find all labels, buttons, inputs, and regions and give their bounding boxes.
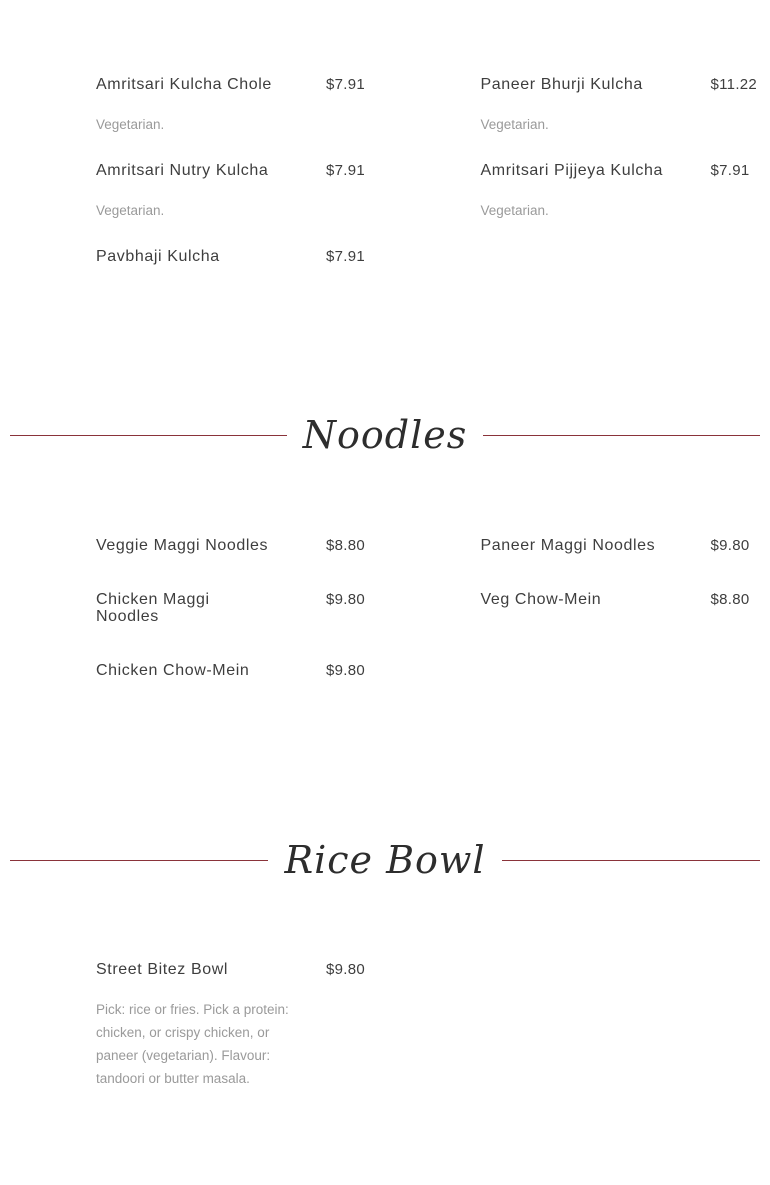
item-row bbox=[96, 662, 376, 679]
section-noodles-items bbox=[0, 537, 770, 716]
item-price: $8.80 bbox=[710, 590, 750, 608]
item-row bbox=[96, 162, 376, 179]
item-price: $7.91 bbox=[326, 248, 366, 265]
item-row bbox=[481, 591, 761, 608]
section-heading-noodles bbox=[10, 413, 760, 459]
item-name: Chicken Maggi Noodles bbox=[96, 590, 210, 625]
left-column bbox=[96, 537, 376, 716]
item-description: Vegetarian. bbox=[96, 117, 165, 132]
menu-item bbox=[96, 162, 376, 222]
menu-item bbox=[96, 76, 376, 136]
item-price: $11.22 bbox=[710, 76, 758, 93]
item-description: Vegetarian. bbox=[480, 203, 549, 218]
section-title: Noodles bbox=[302, 413, 468, 457]
item-description: Vegetarian. bbox=[96, 203, 165, 218]
item-name: Amritsari Nutry Kulcha bbox=[96, 162, 269, 179]
menu-item bbox=[96, 248, 376, 265]
item-price: $8.80 bbox=[326, 536, 366, 554]
item-row bbox=[96, 248, 376, 265]
item-name: Paneer Maggi Noodles bbox=[480, 536, 656, 554]
item-price: $7.91 bbox=[326, 76, 366, 93]
item-price: $7.91 bbox=[710, 162, 750, 179]
heading-rule-right bbox=[483, 435, 760, 436]
item-row bbox=[96, 537, 376, 554]
right-column bbox=[481, 537, 761, 716]
menu-item bbox=[481, 537, 761, 554]
item-description: Pick: rice or fries. Pick a protein: chicken, or crispy chicken, or paneer (vegetarian). Flavour: tandoori or butter masala. bbox=[96, 1002, 289, 1087]
heading-rule-left bbox=[10, 435, 287, 436]
heading-rule-right bbox=[502, 860, 760, 861]
item-description: Vegetarian. bbox=[480, 117, 549, 132]
section-title: Rice Bowl bbox=[284, 837, 486, 882]
menu-item bbox=[481, 76, 761, 136]
item-row bbox=[481, 537, 761, 554]
item-name: Veggie Maggi Noodles bbox=[96, 536, 269, 554]
item-name: Amritsari Kulcha Chole bbox=[96, 76, 272, 93]
item-name: Pavbhaji Kulcha bbox=[96, 248, 220, 265]
item-row bbox=[96, 591, 376, 625]
section-heading-rice-bowl bbox=[10, 838, 760, 884]
item-row bbox=[481, 162, 761, 179]
item-name: Amritsari Pijjeya Kulcha bbox=[480, 162, 663, 179]
menu-item bbox=[481, 162, 761, 222]
item-name: Veg Chow-Mein bbox=[480, 590, 602, 608]
item-name: Paneer Bhurji Kulcha bbox=[480, 76, 643, 93]
section-kulcha-items bbox=[0, 76, 770, 291]
left-column bbox=[96, 961, 376, 1116]
item-price: $9.80 bbox=[326, 590, 366, 608]
menu-item bbox=[96, 591, 376, 625]
right-column bbox=[481, 76, 761, 291]
item-row bbox=[481, 76, 761, 93]
section-rice-bowl-items bbox=[0, 961, 770, 1116]
item-row bbox=[96, 76, 376, 93]
left-column bbox=[96, 76, 376, 291]
menu-item bbox=[481, 591, 761, 608]
menu-item bbox=[96, 537, 376, 554]
item-name: Chicken Chow-Mein bbox=[96, 661, 250, 679]
item-name: Street Bitez Bowl bbox=[96, 961, 229, 979]
item-price: $9.80 bbox=[326, 961, 366, 979]
item-price: $7.91 bbox=[326, 162, 366, 179]
menu-item bbox=[96, 961, 376, 1090]
right-column bbox=[481, 961, 761, 1116]
menu-item bbox=[96, 662, 376, 679]
item-price: $9.80 bbox=[710, 536, 750, 554]
heading-rule-left bbox=[10, 860, 268, 861]
item-row bbox=[96, 961, 376, 978]
item-price: $9.80 bbox=[326, 661, 366, 679]
